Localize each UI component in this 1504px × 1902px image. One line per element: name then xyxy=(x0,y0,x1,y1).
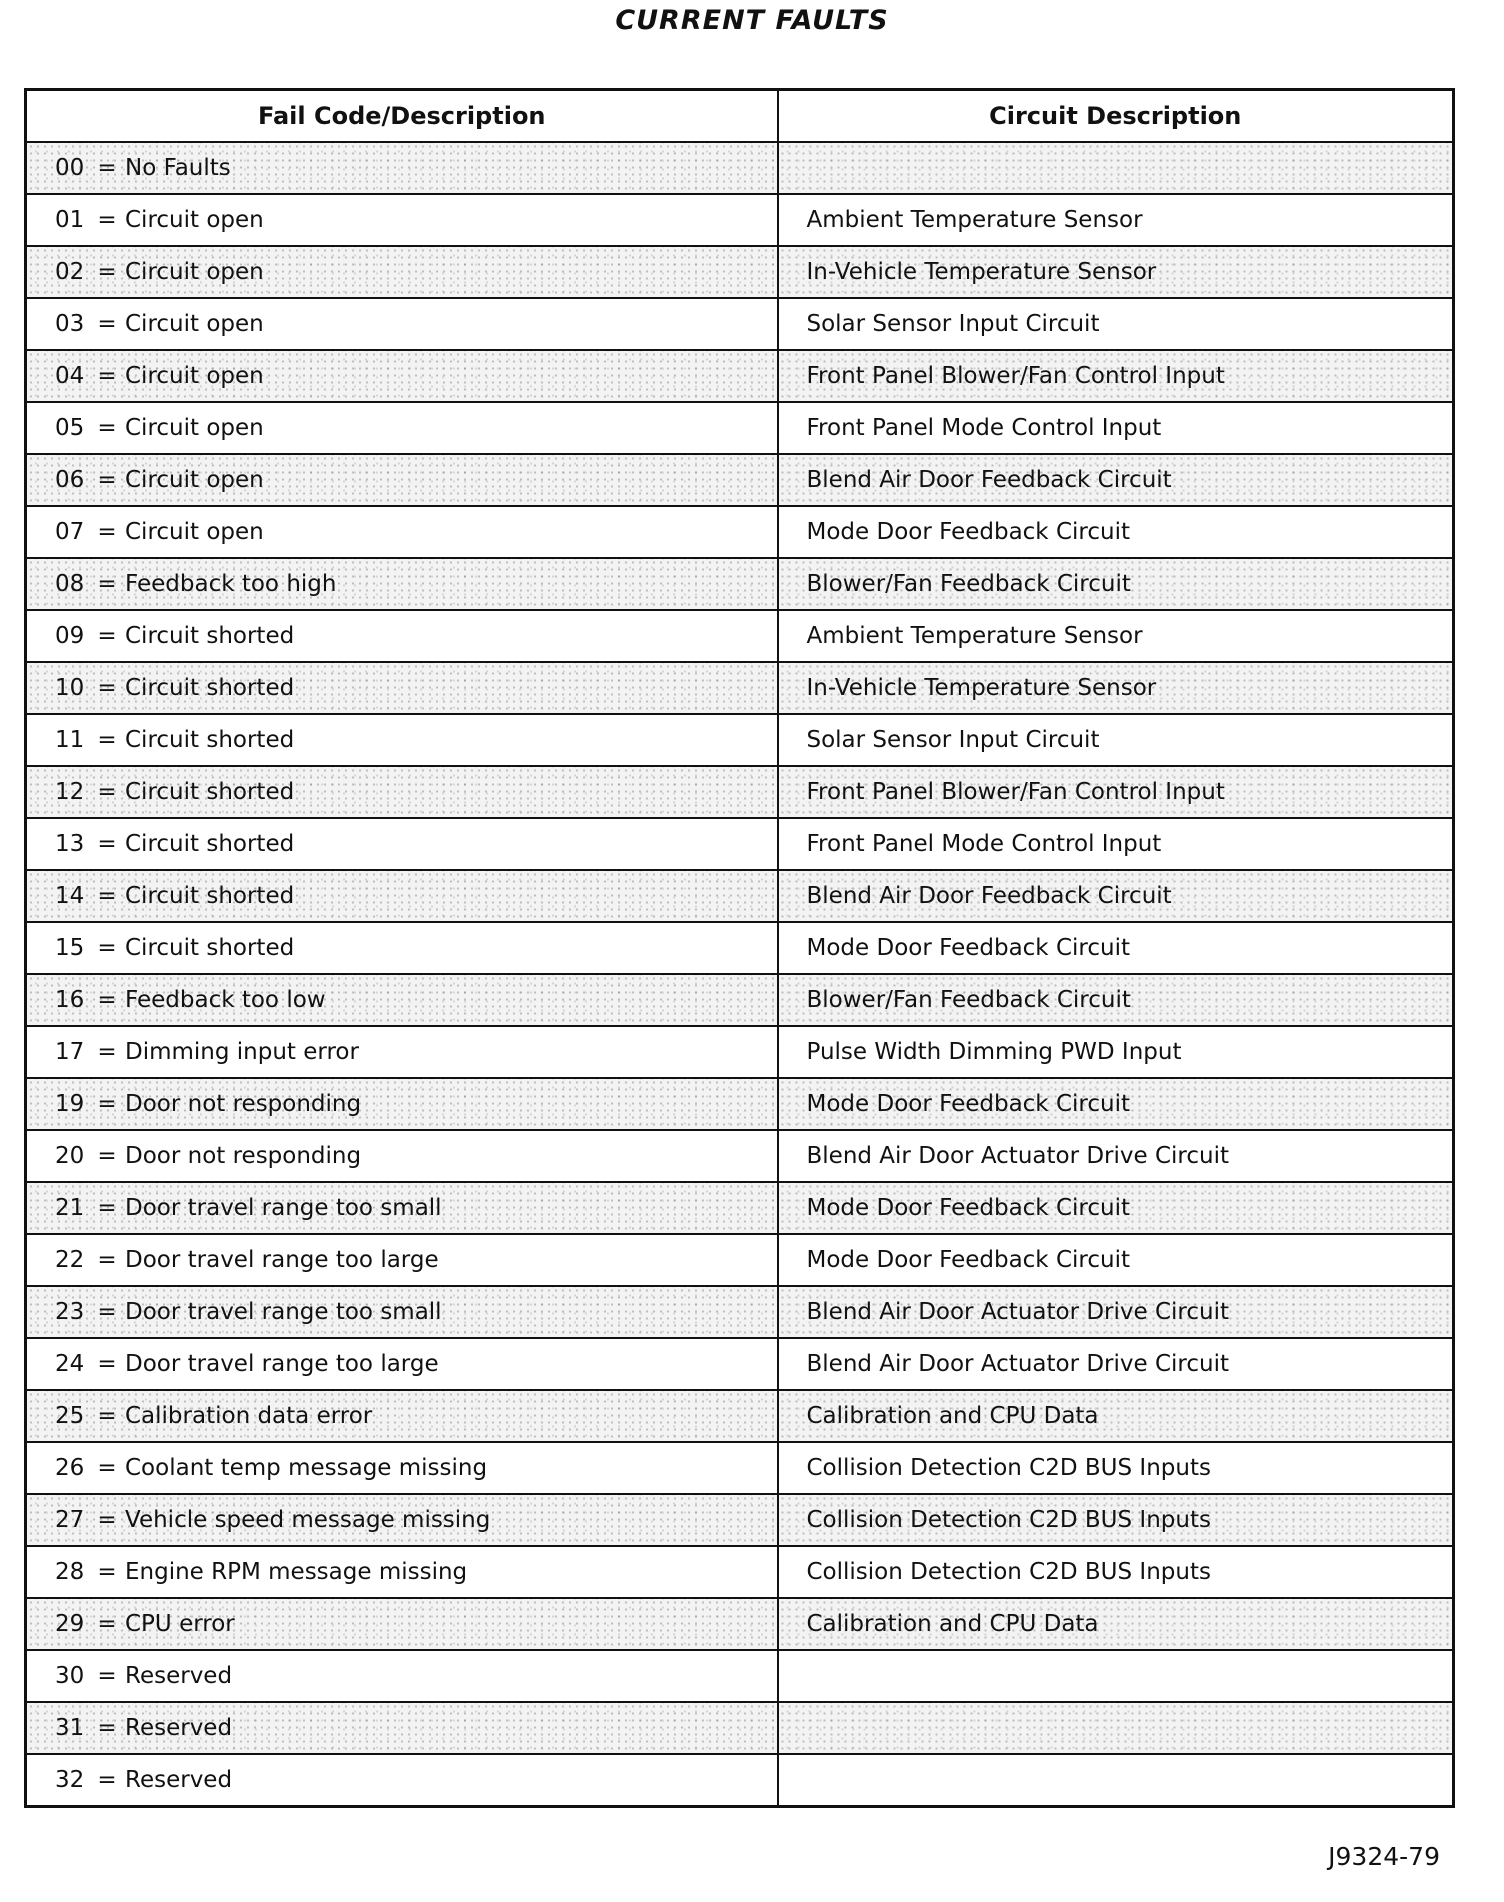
table-row xyxy=(26,350,1454,402)
fault-code: 17 xyxy=(55,1039,85,1065)
fault-description: Reserved xyxy=(125,1767,233,1793)
fail-code-cell xyxy=(26,1702,778,1754)
fail-code-cell xyxy=(26,1598,778,1650)
fault-description: Reserved xyxy=(125,1715,233,1741)
circuit-description-cell xyxy=(778,1702,1454,1754)
table-row xyxy=(26,506,1454,558)
equals-sign: = xyxy=(97,675,117,701)
circuit-description-cell: Blower/Fan Feedback Circuit xyxy=(778,974,1454,1026)
table-row xyxy=(26,870,1454,922)
fault-code: 31 xyxy=(55,1715,85,1741)
fail-code-cell xyxy=(26,818,778,870)
equals-sign: = xyxy=(97,1663,117,1689)
fail-code-cell xyxy=(26,1546,778,1598)
fail-code-cell xyxy=(26,350,778,402)
fault-description: Engine RPM message missing xyxy=(125,1559,468,1585)
fault-code: 22 xyxy=(55,1247,85,1273)
equals-sign: = xyxy=(97,467,117,493)
circuit-description-cell: Blower/Fan Feedback Circuit xyxy=(778,558,1454,610)
fault-description: Door travel range too small xyxy=(125,1299,442,1325)
equals-sign: = xyxy=(97,1611,117,1637)
table-row xyxy=(26,1026,1454,1078)
table-row xyxy=(26,194,1454,246)
fault-code: 32 xyxy=(55,1767,85,1793)
table-row xyxy=(26,454,1454,506)
table-row xyxy=(26,818,1454,870)
fault-code: 25 xyxy=(55,1403,85,1429)
fault-code: 08 xyxy=(55,571,85,597)
table-row xyxy=(26,974,1454,1026)
fault-description: Circuit shorted xyxy=(125,779,295,805)
fault-description: Door travel range too large xyxy=(125,1247,439,1273)
fault-code: 03 xyxy=(55,311,85,337)
equals-sign: = xyxy=(97,1507,117,1533)
fault-description: Feedback too high xyxy=(125,571,337,597)
fault-code: 05 xyxy=(55,415,85,441)
equals-sign: = xyxy=(97,1299,117,1325)
equals-sign: = xyxy=(97,1195,117,1221)
fault-code: 16 xyxy=(55,987,85,1013)
table-row xyxy=(26,1546,1454,1598)
fault-code: 24 xyxy=(55,1351,85,1377)
fault-description: Vehicle speed message missing xyxy=(125,1507,491,1533)
fault-code: 20 xyxy=(55,1143,85,1169)
circuit-description-cell: Solar Sensor Input Circuit xyxy=(778,298,1454,350)
fault-description: Circuit open xyxy=(125,311,264,337)
fault-description: Door travel range too small xyxy=(125,1195,442,1221)
fail-code-cell xyxy=(26,246,778,298)
fail-code-cell xyxy=(26,662,778,714)
equals-sign: = xyxy=(97,415,117,441)
circuit-description-cell xyxy=(778,1754,1454,1807)
fault-description: Circuit shorted xyxy=(125,831,295,857)
fail-code-cell xyxy=(26,714,778,766)
fail-code-cell xyxy=(26,1026,778,1078)
fail-code-cell xyxy=(26,1234,778,1286)
fault-code: 21 xyxy=(55,1195,85,1221)
equals-sign: = xyxy=(97,1143,117,1169)
circuit-description-cell: Mode Door Feedback Circuit xyxy=(778,506,1454,558)
equals-sign: = xyxy=(97,155,117,181)
fail-code-cell xyxy=(26,766,778,818)
fault-code: 28 xyxy=(55,1559,85,1585)
fail-code-cell xyxy=(26,974,778,1026)
equals-sign: = xyxy=(97,623,117,649)
equals-sign: = xyxy=(97,1091,117,1117)
fault-description: Coolant temp message missing xyxy=(125,1455,488,1481)
fail-code-cell xyxy=(26,1078,778,1130)
table-row xyxy=(26,714,1454,766)
circuit-description-cell: Blend Air Door Feedback Circuit xyxy=(778,454,1454,506)
equals-sign: = xyxy=(97,259,117,285)
equals-sign: = xyxy=(97,883,117,909)
fault-description: Circuit shorted xyxy=(125,935,295,961)
circuit-description-cell: Collision Detection C2D BUS Inputs xyxy=(778,1494,1454,1546)
equals-sign: = xyxy=(97,1403,117,1429)
equals-sign: = xyxy=(97,519,117,545)
figure-id: J9324-79 xyxy=(1328,1842,1440,1871)
table-row xyxy=(26,402,1454,454)
table-row xyxy=(26,142,1454,194)
fault-code: 06 xyxy=(55,467,85,493)
fault-description: Door not responding xyxy=(125,1143,362,1169)
equals-sign: = xyxy=(97,207,117,233)
equals-sign: = xyxy=(97,1351,117,1377)
table-row xyxy=(26,558,1454,610)
fail-code-header: Fail Code/Description xyxy=(26,90,778,143)
fault-description: Circuit open xyxy=(125,415,264,441)
fault-description: CPU error xyxy=(125,1611,235,1637)
fault-description: Circuit shorted xyxy=(125,883,295,909)
circuit-description-cell: Mode Door Feedback Circuit xyxy=(778,1078,1454,1130)
fault-code: 02 xyxy=(55,259,85,285)
fail-code-cell xyxy=(26,298,778,350)
equals-sign: = xyxy=(97,1455,117,1481)
table-row xyxy=(26,1338,1454,1390)
fault-code: 00 xyxy=(55,155,85,181)
fault-code: 04 xyxy=(55,363,85,389)
fail-code-cell xyxy=(26,1650,778,1702)
table-row xyxy=(26,1494,1454,1546)
circuit-description-cell: Collision Detection C2D BUS Inputs xyxy=(778,1546,1454,1598)
circuit-description-cell: Solar Sensor Input Circuit xyxy=(778,714,1454,766)
fault-description: Circuit shorted xyxy=(125,623,295,649)
table-row xyxy=(26,246,1454,298)
fault-code: 09 xyxy=(55,623,85,649)
equals-sign: = xyxy=(97,1715,117,1741)
circuit-description-cell: Calibration and CPU Data xyxy=(778,1390,1454,1442)
equals-sign: = xyxy=(97,727,117,753)
table-row xyxy=(26,298,1454,350)
fault-code: 23 xyxy=(55,1299,85,1325)
fail-code-cell xyxy=(26,506,778,558)
fault-code: 15 xyxy=(55,935,85,961)
circuit-description-cell: Mode Door Feedback Circuit xyxy=(778,1234,1454,1286)
table-row xyxy=(26,1130,1454,1182)
equals-sign: = xyxy=(97,935,117,961)
equals-sign: = xyxy=(97,571,117,597)
circuit-description-cell: Blend Air Door Actuator Drive Circuit xyxy=(778,1286,1454,1338)
fault-code: 26 xyxy=(55,1455,85,1481)
fault-code: 19 xyxy=(55,1091,85,1117)
circuit-description-cell: In-Vehicle Temperature Sensor xyxy=(778,662,1454,714)
fault-description: Door travel range too large xyxy=(125,1351,439,1377)
fail-code-cell xyxy=(26,1338,778,1390)
fault-description: Circuit shorted xyxy=(125,675,295,701)
page-title: CURRENT FAULTS xyxy=(615,5,889,36)
fail-code-cell xyxy=(26,1182,778,1234)
table-row xyxy=(26,1650,1454,1702)
table-row xyxy=(26,1598,1454,1650)
fault-code: 01 xyxy=(55,207,85,233)
fail-code-cell xyxy=(26,1130,778,1182)
fault-code: 11 xyxy=(55,727,85,753)
table-row xyxy=(26,1702,1454,1754)
fault-code: 14 xyxy=(55,883,85,909)
current-faults-table xyxy=(24,88,1455,1808)
fail-code-cell xyxy=(26,142,778,194)
fault-description: No Faults xyxy=(125,155,231,181)
circuit-description-cell: Ambient Temperature Sensor xyxy=(778,194,1454,246)
circuit-description-cell: Blend Air Door Actuator Drive Circuit xyxy=(778,1338,1454,1390)
fault-description: Feedback too low xyxy=(125,987,326,1013)
circuit-description-cell: Collision Detection C2D BUS Inputs xyxy=(778,1442,1454,1494)
circuit-description-cell: Front Panel Blower/Fan Control Input xyxy=(778,350,1454,402)
fail-code-cell xyxy=(26,1442,778,1494)
table-row xyxy=(26,1754,1454,1807)
fail-code-cell xyxy=(26,454,778,506)
fault-code: 27 xyxy=(55,1507,85,1533)
equals-sign: = xyxy=(97,779,117,805)
table-header-row xyxy=(26,90,1454,143)
circuit-description-cell: Blend Air Door Feedback Circuit xyxy=(778,870,1454,922)
fail-code-cell xyxy=(26,1286,778,1338)
fault-rows xyxy=(26,142,1454,1807)
circuit-description-cell: Mode Door Feedback Circuit xyxy=(778,1182,1454,1234)
circuit-description-cell: Calibration and CPU Data xyxy=(778,1598,1454,1650)
fault-code: 30 xyxy=(55,1663,85,1689)
circuit-description-cell: Front Panel Mode Control Input xyxy=(778,402,1454,454)
equals-sign: = xyxy=(97,1247,117,1273)
fail-code-cell xyxy=(26,1754,778,1807)
fault-description: Circuit open xyxy=(125,259,264,285)
fail-code-cell xyxy=(26,194,778,246)
table-row xyxy=(26,1234,1454,1286)
fault-description: Circuit open xyxy=(125,519,264,545)
equals-sign: = xyxy=(97,1767,117,1793)
fault-description: Reserved xyxy=(125,1663,233,1689)
fault-description: Calibration data error xyxy=(125,1403,373,1429)
table-row xyxy=(26,610,1454,662)
circuit-description-cell: Front Panel Mode Control Input xyxy=(778,818,1454,870)
fail-code-cell xyxy=(26,870,778,922)
equals-sign: = xyxy=(97,831,117,857)
fail-code-cell xyxy=(26,610,778,662)
circuit-description-cell xyxy=(778,1650,1454,1702)
table-row xyxy=(26,1442,1454,1494)
equals-sign: = xyxy=(97,987,117,1013)
fault-description: Circuit open xyxy=(125,467,264,493)
equals-sign: = xyxy=(97,1039,117,1065)
fault-code: 12 xyxy=(55,779,85,805)
equals-sign: = xyxy=(97,311,117,337)
table-row xyxy=(26,662,1454,714)
equals-sign: = xyxy=(97,363,117,389)
table-row xyxy=(26,922,1454,974)
circuit-description-cell: Ambient Temperature Sensor xyxy=(778,610,1454,662)
circuit-description-cell: Pulse Width Dimming PWD Input xyxy=(778,1026,1454,1078)
fault-description: Circuit open xyxy=(125,363,264,389)
table-row xyxy=(26,766,1454,818)
circuit-description-cell: In-Vehicle Temperature Sensor xyxy=(778,246,1454,298)
fail-code-cell xyxy=(26,402,778,454)
circuit-description-cell: Blend Air Door Actuator Drive Circuit xyxy=(778,1130,1454,1182)
fault-description: Door not responding xyxy=(125,1091,362,1117)
table-row xyxy=(26,1078,1454,1130)
equals-sign: = xyxy=(97,1559,117,1585)
fault-code: 07 xyxy=(55,519,85,545)
fault-code: 29 xyxy=(55,1611,85,1637)
fail-code-cell xyxy=(26,922,778,974)
fault-description: Circuit open xyxy=(125,207,264,233)
fail-code-cell xyxy=(26,1494,778,1546)
circuit-description-cell: Front Panel Blower/Fan Control Input xyxy=(778,766,1454,818)
fail-code-cell xyxy=(26,1390,778,1442)
fault-description: Circuit shorted xyxy=(125,727,295,753)
table-row xyxy=(26,1286,1454,1338)
circuit-description-cell: Mode Door Feedback Circuit xyxy=(778,922,1454,974)
fault-code: 13 xyxy=(55,831,85,857)
circuit-description-header: Circuit Description xyxy=(778,90,1454,143)
fail-code-cell xyxy=(26,558,778,610)
fault-code: 10 xyxy=(55,675,85,701)
table-row xyxy=(26,1390,1454,1442)
table-row xyxy=(26,1182,1454,1234)
circuit-description-cell xyxy=(778,142,1454,194)
fault-description: Dimming input error xyxy=(125,1039,359,1065)
